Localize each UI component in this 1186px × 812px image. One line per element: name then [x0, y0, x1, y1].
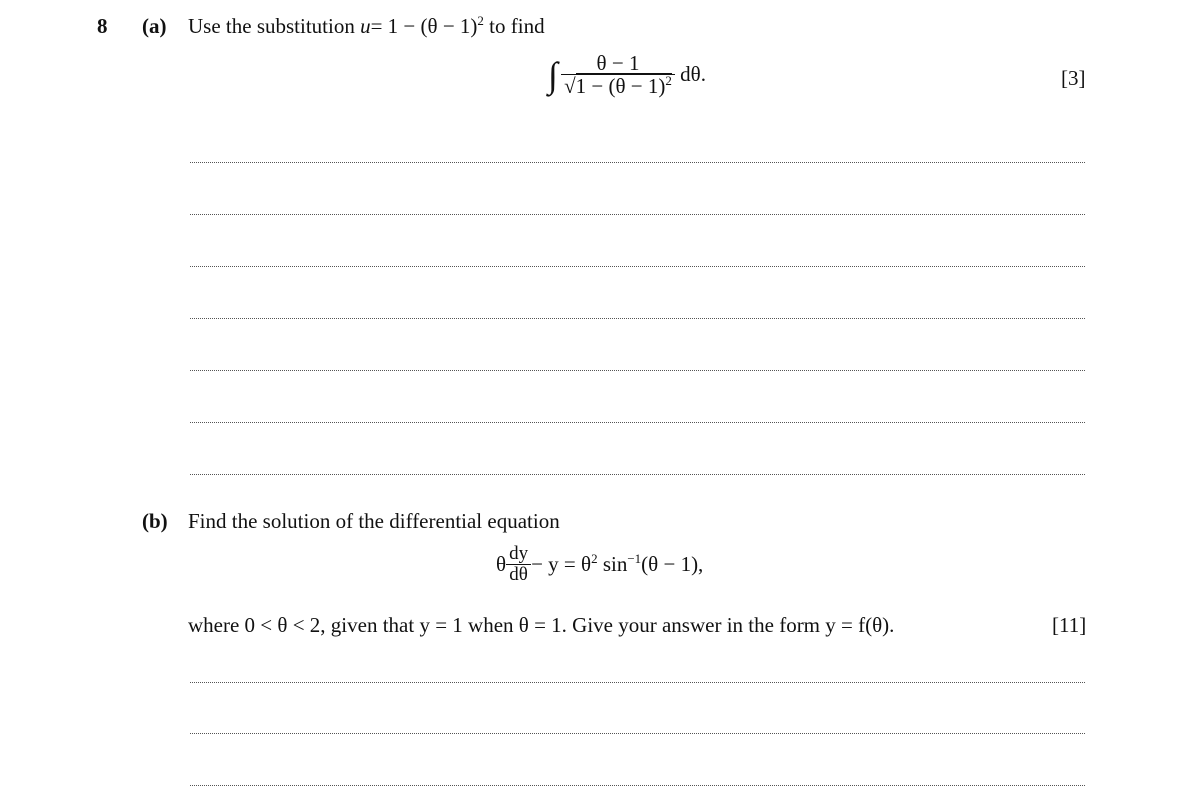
part-a-instruction	[188, 14, 545, 38]
equation-tail: (θ − 1),	[641, 552, 704, 576]
answer-line[interactable]	[190, 474, 1085, 475]
substitution-exponent: 2	[477, 13, 484, 28]
part-b-intro: Find the solution of the differential equation	[188, 509, 560, 533]
integral-sign: ∫	[548, 54, 558, 95]
answer-line[interactable]	[190, 733, 1085, 734]
radicand-body: 1 − (θ − 1)	[575, 74, 666, 98]
equation-minus-y: − y = θ	[531, 552, 592, 576]
part-a-marks: [3]	[1061, 66, 1086, 90]
integrand-fraction	[561, 52, 675, 97]
equation-theta: θ	[496, 552, 507, 576]
differential-equation	[496, 544, 703, 585]
equation-sin: sin	[602, 552, 628, 576]
answer-line[interactable]	[190, 214, 1085, 215]
integrand-numerator: θ − 1	[561, 52, 675, 75]
equation-sin-exponent: −1	[627, 551, 642, 566]
substitution-rhs: = 1 − (θ − 1)	[370, 14, 478, 38]
question-number: 8	[97, 14, 108, 38]
answer-line[interactable]	[190, 266, 1085, 267]
equation-exponent: 2	[591, 551, 598, 566]
answer-line[interactable]	[190, 785, 1085, 786]
answer-line[interactable]	[190, 370, 1085, 371]
integral-expression	[548, 52, 706, 97]
integrand-denominator	[561, 75, 675, 97]
answer-line[interactable]	[190, 162, 1085, 163]
part-a-intro: Use the substitution	[188, 14, 355, 38]
part-a-tail: to find	[489, 14, 545, 38]
part-b-marks: [11]	[1052, 613, 1087, 637]
radicand-exponent: 2	[665, 73, 672, 88]
derivative-numerator: dy	[506, 544, 531, 565]
part-b-label: (b)	[142, 509, 168, 533]
radicand	[576, 73, 672, 98]
part-a-label: (a)	[142, 14, 167, 38]
answer-line[interactable]	[190, 318, 1085, 319]
radical-sign: √	[564, 74, 576, 98]
answer-line[interactable]	[190, 422, 1085, 423]
part-b-condition: where 0 < θ < 2, given that y = 1 when θ = 1. Give your answer in the form y = f(θ).	[188, 613, 895, 637]
derivative-denominator: dθ	[509, 564, 528, 585]
equation-rhs	[531, 552, 703, 576]
integral-differential: dθ.	[680, 62, 706, 86]
substitution-variable: u	[360, 14, 371, 38]
derivative-fraction	[506, 544, 531, 585]
answer-line[interactable]	[190, 682, 1085, 683]
